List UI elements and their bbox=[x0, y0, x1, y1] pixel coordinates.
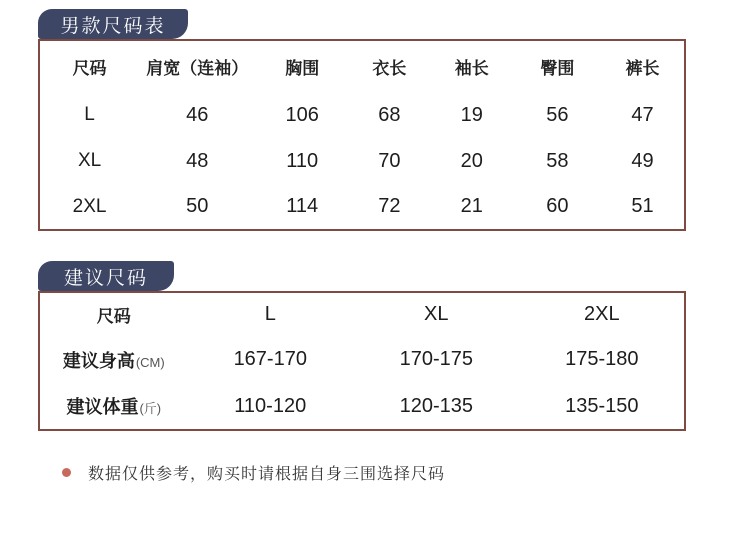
disclaimer-text: 数据仅供参考，购买时请根据自身三围选择尺码 bbox=[88, 466, 446, 483]
value-cell: 50 bbox=[186, 195, 209, 217]
value-cell: 47 bbox=[631, 103, 654, 126]
table-row-xl bbox=[39, 138, 685, 184]
size-cell: L bbox=[84, 104, 95, 125]
col-header-hip: 臀围 bbox=[540, 59, 575, 78]
table-row-l bbox=[39, 92, 685, 138]
value-cell: 60 bbox=[546, 195, 569, 217]
suggest-size-section bbox=[38, 261, 686, 431]
value-cell: 72 bbox=[378, 195, 401, 217]
table-row-height bbox=[39, 336, 685, 383]
table-row-2xl bbox=[39, 184, 685, 230]
value-cell: 51 bbox=[631, 195, 654, 217]
mens-size-section bbox=[38, 9, 686, 231]
value-cell: 19 bbox=[460, 103, 483, 126]
value-cell: 110-120 bbox=[234, 394, 307, 417]
col-header-shoulder: 肩宽（连袖） bbox=[146, 59, 249, 78]
header-row bbox=[39, 292, 685, 336]
value-cell: 114 bbox=[286, 195, 319, 217]
header-row bbox=[39, 40, 685, 92]
value-cell: 106 bbox=[285, 103, 319, 126]
value-cell: 170-175 bbox=[399, 348, 473, 370]
size-cell: 2XL bbox=[72, 195, 107, 217]
col-header-2xl: 2XL bbox=[584, 303, 620, 325]
col-header-pants: 裤长 bbox=[625, 59, 660, 78]
value-cell: 120-135 bbox=[399, 394, 473, 417]
col-header-size: 尺码 bbox=[96, 307, 131, 326]
value-cell: 56 bbox=[546, 103, 569, 126]
suggest-size-badge: 建议尺码 bbox=[38, 261, 174, 291]
col-header-l: L bbox=[264, 303, 276, 325]
value-cell: 20 bbox=[460, 149, 483, 172]
value-cell: 68 bbox=[378, 103, 401, 126]
row-label-unit: (斤) bbox=[139, 401, 162, 416]
col-header-size: 尺码 bbox=[72, 59, 107, 78]
col-header-xl: XL bbox=[424, 303, 449, 325]
value-cell: 21 bbox=[460, 195, 483, 217]
table-row-weight bbox=[39, 383, 685, 430]
col-header-sleeve: 袖长 bbox=[454, 59, 489, 78]
row-label-text: 建议体重 bbox=[66, 397, 139, 417]
bullet-icon bbox=[62, 468, 71, 477]
value-cell: 58 bbox=[546, 149, 569, 172]
value-cell: 70 bbox=[378, 149, 401, 172]
row-label-unit: (CM) bbox=[135, 354, 165, 370]
value-cell: 48 bbox=[186, 149, 209, 172]
row-label-text: 建议身高 bbox=[62, 350, 135, 371]
size-cell: XL bbox=[77, 150, 102, 171]
value-cell: 49 bbox=[631, 149, 654, 172]
value-cell: 135-150 bbox=[565, 394, 639, 417]
disclaimer-note bbox=[38, 461, 686, 484]
col-header-chest: 胸围 bbox=[285, 59, 320, 78]
row-label-height bbox=[39, 336, 188, 383]
value-cell: 46 bbox=[186, 103, 209, 126]
value-cell: 167-170 bbox=[233, 348, 307, 370]
value-cell: 110 bbox=[286, 149, 319, 172]
mens-size-table bbox=[38, 39, 686, 231]
mens-size-badge: 男款尺码表 bbox=[38, 9, 188, 39]
row-label-weight bbox=[39, 383, 188, 430]
col-header-length: 衣长 bbox=[372, 59, 407, 78]
value-cell: 175-180 bbox=[565, 348, 639, 370]
suggest-size-table bbox=[38, 291, 686, 431]
